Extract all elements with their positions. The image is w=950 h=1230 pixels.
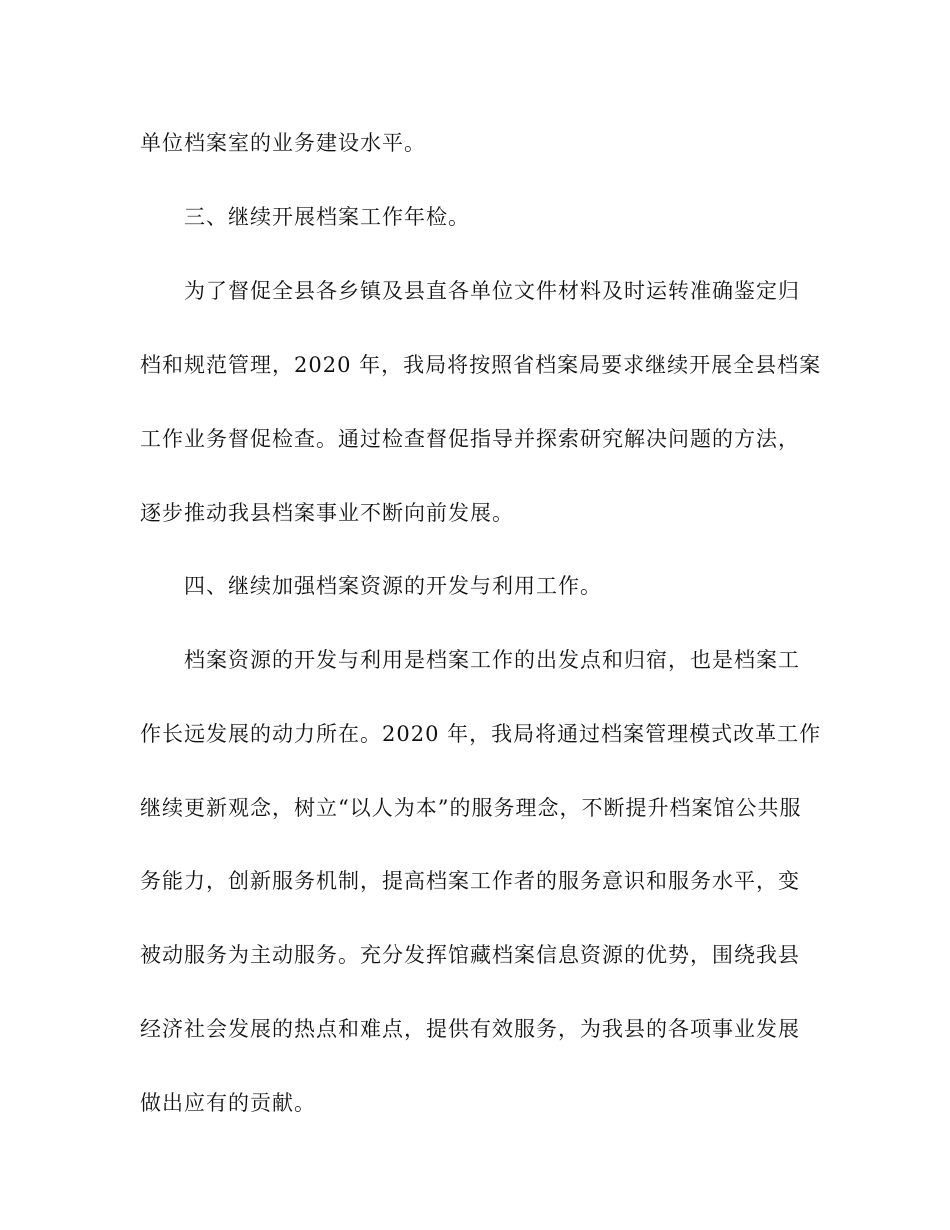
paragraph-line: 逐步推动我县档案事业不断向前发展。 [140, 501, 514, 525]
paragraph-line: 继续更新观念，树立“以人为本”的服务理念，不断提升档案馆公共服 [140, 796, 802, 820]
paragraph-line: 被动服务为主动服务。充分发挥馆藏档案信息资源的优势，围绕我县 [140, 943, 800, 967]
paragraph-line: 做出应有的贡献。 [140, 1091, 316, 1115]
paragraph-line: 作长远发展的动力所在。2020 年，我局将通过档案管理模式改革工作 [140, 722, 822, 746]
paragraph-line: 经济社会发展的热点和难点，提供有效服务，为我县的各项事业发展 [140, 1017, 800, 1041]
section-heading-three: 三、继续开展档案工作年检。 [184, 205, 470, 229]
paragraph-line: 单位档案室的业务建设水平。 [140, 131, 426, 155]
paragraph-line: 工作业务督促检查。通过检查督促指导并探索研究解决问题的方法， [140, 427, 800, 451]
paragraph-line: 档案资源的开发与利用是档案工作的出发点和归宿，也是档案工 [184, 648, 800, 672]
paragraph-line: 为了督促全县各乡镇及县直各单位文件材料及时运转准确鉴定归 [184, 279, 800, 303]
section-heading-four: 四、继续加强档案资源的开发与利用工作。 [184, 574, 602, 598]
paragraph-line: 档和规范管理，2020 年，我局将按照省档案局要求继续开展全县档案 [140, 353, 822, 377]
paragraph-line: 务能力，创新服务机制，提高档案工作者的服务意识和服务水平，变 [140, 869, 800, 893]
